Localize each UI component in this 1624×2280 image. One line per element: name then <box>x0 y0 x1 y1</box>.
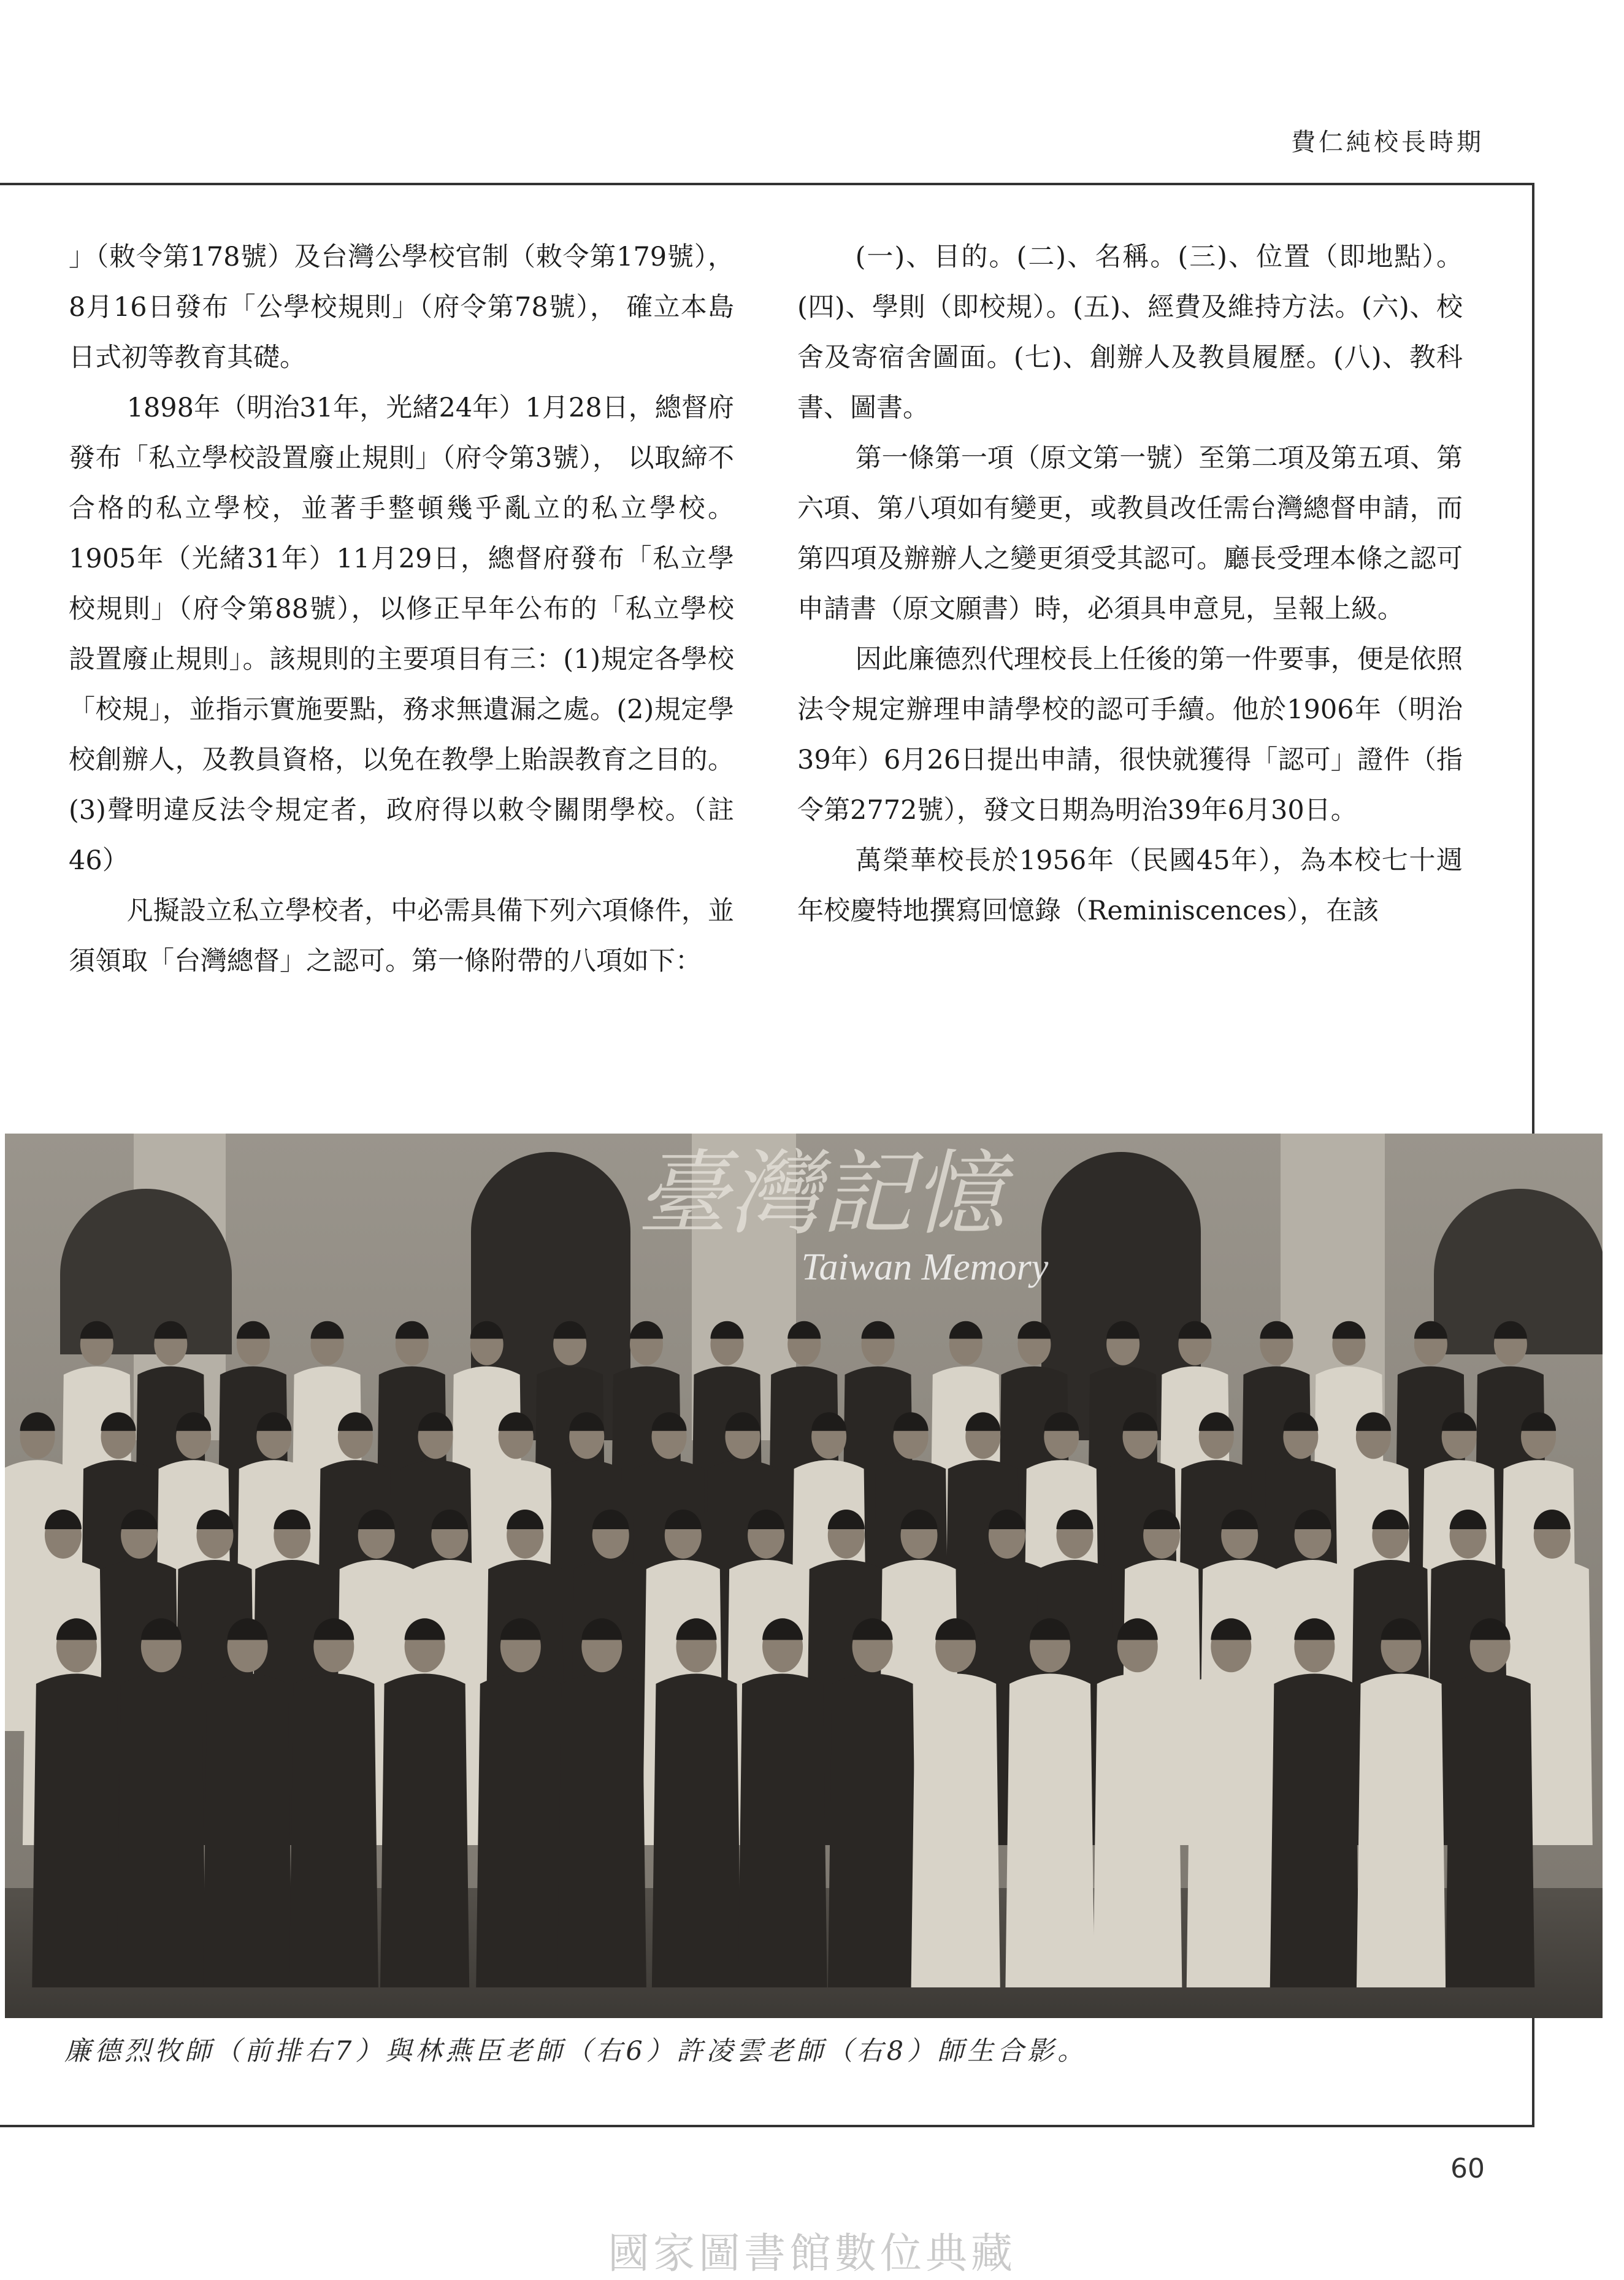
frame-top-rule <box>0 183 1534 185</box>
left-paragraph-3: 凡擬設立私立學校者，中必需具備下列六項條件，並須領取「台灣總督」之認可。第一條附帶的八項如下： <box>69 896 734 977</box>
people-group <box>5 1321 1593 1987</box>
left-paragraph-1: 」（敕令第178號）及台灣公學校官制（敕令第179號）， 8月16日發布「公學校規則」（府令第78號）， 確立本島日式初等教育其礎。 <box>69 242 734 373</box>
right-paragraph-3: 因此廉德烈代理校長上任後的第一件要事，便是依照法令規定辦理申請學校的認可手續。他於1906年（明治39年）6月26日提出申請，很快就獲得「認可」證件（指令第2772號），發文日期為明治39年6月30日。 <box>797 644 1463 826</box>
person-body <box>557 1674 646 1988</box>
right-text-column <box>797 232 1463 936</box>
person-body <box>828 1674 917 1988</box>
person-body <box>1357 1674 1446 1988</box>
library-stamp: 國家圖書館數位典藏 <box>607 2230 1016 2278</box>
person-body <box>289 1674 378 1988</box>
running-header: 費仁純校長時期 <box>1291 128 1484 156</box>
person-body <box>1187 1674 1276 1988</box>
person-body <box>32 1674 121 1988</box>
right-paragraph-2: 第一條第一項（原文第一號）至第二項及第五項、第六項、第八項如有變更，或教員改任需台灣總督申請，而第四項及辦辦人之變更須受其認可。廳長受理本條之認可申請書（原文願書）時，必須具申意見，呈報上級。 <box>797 443 1463 624</box>
person-body <box>738 1674 827 1988</box>
right-paragraph-1: (一)、目的。(二)、名稱。(三)、位置（即地點）。(四)、學則（即校規）。(五)、經費及維持方法。(六)、校舍及寄宿舍圖面。(七)、創辦人及教員履歷。(八)、教科書、圖書。 <box>797 242 1463 423</box>
person-body <box>911 1674 1000 1988</box>
person-body <box>380 1674 469 1988</box>
group-photo-illustration <box>5 1134 1603 2018</box>
person-body <box>1005 1674 1094 1988</box>
right-paragraph-4: 萬榮華校長於1956年（民國45年），為本校七十週年校慶特地撰寫回憶錄（Reminiscences），在該 <box>797 845 1463 926</box>
left-text-column <box>69 232 734 986</box>
page-number: 60 <box>1450 2153 1485 2184</box>
left-paragraph-2: 1898年（明治31年，光緒24年）1月28日，總督府發布「私立學校設置廢止規則」（府令第3號）， 以取締不合格的私立學校，並著手整頓幾乎亂立的私立學校。1905年（光緒31年）11月29日，總督府發布「私立學校規則」（府令第88號），以修正早年公布的「私立學校設置廢止規則」。該規則的主要項目有三：(1)規定各學校「校規」，並指示實施要點，務求無遺漏之處。(2)規定學校創辦人，及教員資格，以免在教學上貽誤教育之目的。(3)聲明違反法令規定者，政府得以敕令關閉學校。（註46） <box>69 393 734 876</box>
person-body <box>117 1674 205 1988</box>
person-body <box>652 1674 741 1988</box>
person-body <box>203 1674 292 1988</box>
person-body <box>1093 1674 1182 1988</box>
group-photo <box>5 1134 1603 2018</box>
watermark-chinese: 臺灣記憶 <box>636 1141 1005 1248</box>
photo-caption: 廉德烈牧師（前排右7）與林燕臣老師（右6）許凌雲老師（右8）師生合影。 <box>64 2036 1088 2067</box>
frame-bottom-rule <box>0 2125 1534 2127</box>
person-body <box>1270 1674 1359 1988</box>
watermark-english: Taiwan Memory <box>801 1246 1049 1288</box>
person-body <box>1446 1674 1534 1988</box>
person-body <box>476 1674 565 1988</box>
